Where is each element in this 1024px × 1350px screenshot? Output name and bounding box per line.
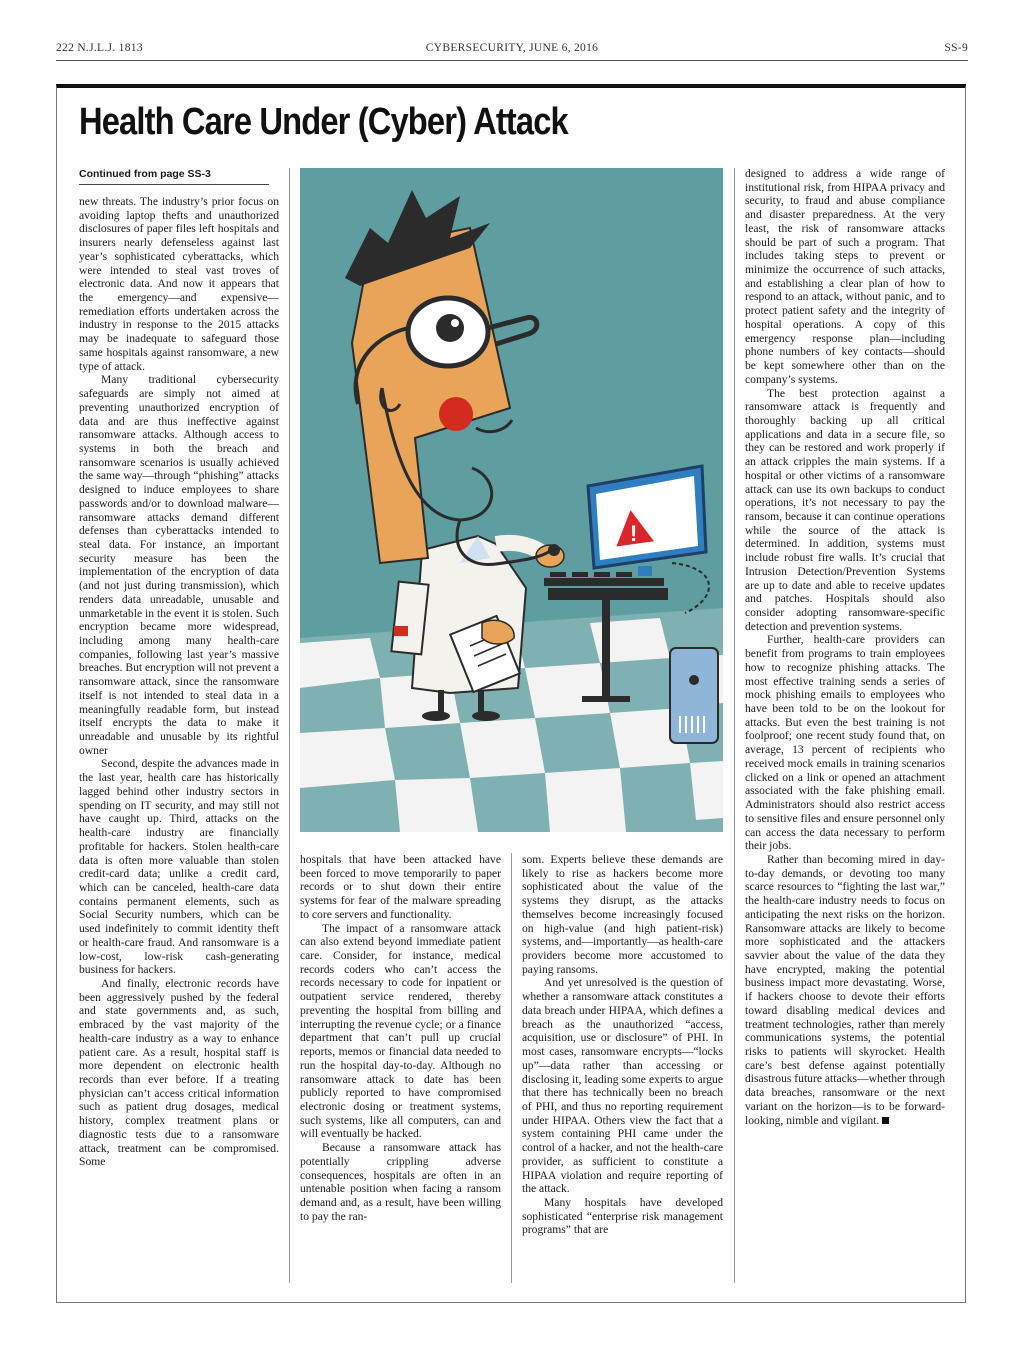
- article-paragraph: som. Experts believe these demands are likely to rise as hackers become more sophisticated about the value of the systems they disrupt, as the attacks themselves become increasingly focused on high-value (and high patient-risk) systems, and—importantly—as health-care providers become more accustomed to paying ransoms.: [522, 853, 723, 976]
- column-rule: [289, 168, 290, 1283]
- continued-line: Continued from page SS-3: [79, 168, 211, 180]
- header-rule: [56, 60, 968, 61]
- article-paragraph: new threats. The industry’s prior focus on avoiding laptop thefts and unauthorized disclosures of paper files left hospitals and insurers nearly defenseless against last year’s sophisticated cyberattacks, which were intended to steal vast troves of electronic data. And now it appears that the emergency—and expensive—remediation efforts undertaken across the industry in response to the 2015 attacks may be inadequate to safeguard those same hospitals against ransomware, a new type of attack.: [79, 195, 279, 373]
- article-paragraph: The impact of a ransomware attack can also extend beyond immediate patient care. Consider, for instance, medical records coders who can’t access the records necessary to code for inpatient or outpatient service rendered, thereby preventing the hospital from billing and interrupting the revenue cycle; or a finance department that can’t pull up crucial reports, memos or financial data needed to run the hospital day-to-day. Although no ransomware attack to date has been publicly reported to have compromised electronic dosing or treatment systems, such systems, like all computers, can and will eventually be hacked.: [300, 921, 501, 1141]
- end-mark-icon: [882, 1117, 889, 1124]
- article-paragraph: Further, health-care providers can benefit from programs to train employees how to recognize phishing attacks. The most effective training sends a series of mock phishing emails to employees who have been told to be on the lookout for attacks. But even the best training is not foolproof; one recent study found that, on average, 13 percent of recipients who received mock emails in training scenarios clicked on a link or opened an attachment associated with the fake phishing email. Administrators should also restrict access to sensitive files and ensure personnel only can access the data necessary to perform their jobs.: [745, 633, 945, 853]
- article-column-3: [522, 853, 723, 1237]
- final-paragraph-text: Rather than becoming mired in day-to-day demands, or devoting too many scarce resources to “fighting the last war,” the health-care industry needs to focus on anticipating the next risks on the horizon. Ransomware attacks are likely to become more sophisticated and the attackers savvier about the value of the data they have encrypted, making the potential business impact more devastating. Worse, if hackers choose to devote their efforts toward disabling medical devices and treatment technologies, rather than merely communications systems, the potential risks to patients will skyrocket. Health care’s best defense against potentially disastrous future attacks—whether through data breaches, ransomware or the next variant on the horizon—is to be forward-looking, nimble and vigilant.: [745, 852, 945, 1127]
- article-paragraph: And finally, electronic records have been aggressively pushed by the federal and state governments and, as such, embraced by the vast majority of the health-care industry as a way to enhance patient care. As a result, hospital staff is more dependent on electronic health records than ever before. If a treating physician can’t access critical information such as patient drug dosages, medical history, complex treatment plans or diagnostic tests due to a ransomware attack, treatment can be compromised. Some: [79, 976, 279, 1169]
- article-paragraph-final: [745, 853, 945, 1127]
- article-column-1: [79, 195, 279, 1169]
- section-date: CYBERSECURITY, JUNE 6, 2016: [425, 42, 599, 54]
- article-paragraph: The best protection against a ransomware attack is frequently and thoroughly backing up all critical applications and data in a secure file, so they can be restored and work properly if an attack cripples the main systems. If a hospital or other victims of a ransomware attack can use its own backups to conduct operations, it’s not necessary to pay the ransom, because it can continue operations while the source of the attack is determined. In addition, systems must include robust fire walls. It’s crucial that Intrusion Detection/Prevention Systems are up to date and able to receive updates and patches. Hospitals should also consider adopting ransomware-specific detection and prevention systems.: [745, 386, 945, 633]
- article-column-4: [745, 167, 945, 1127]
- article-paragraph: designed to address a wide range of institutional risk, from HIPAA privacy and security, to fraud and abuse compliance and disaster preparedness. At the very least, the risk of ransomware attacks should be part of such a program. That includes taking steps to prevent or minimize the occurrence of such attacks, and establishing a clear plan of how to respond to an attack, without panic, and to protect patient safety and the integrity of hospital operations. A copy of this emergency response plan—including phone numbers of key contacts—should be kept somewhere other than on the company’s systems.: [745, 167, 945, 386]
- continued-rule: [79, 184, 269, 185]
- article-paragraph: Second, despite the advances made in the last year, health care has historically lagged behind other industry sectors in spending on IT security, and may still not have caught up. Third, attacks on the health-care industry are financially profitable for hackers. Stolen health-care data is often more valuable than stolen credit-card data; unlike a credit card, which can be canceled, health-care data contains permanent elements, such as Social Security numbers, which can be used indefinitely to commit identity theft or health-care fraud. And ransomware is a low-cost, low-risk cash-generating business for hackers.: [79, 757, 279, 977]
- column-rule: [511, 853, 512, 1283]
- article-paragraph: Because a ransomware attack has potentially crippling adverse consequences, hospitals are often in an untenable position when facing a ransom demand and, as a result, have been willing to pay the ran-: [300, 1141, 501, 1223]
- computer-tower-icon: [670, 648, 718, 743]
- column-rule: [734, 168, 735, 1283]
- running-head: [56, 42, 968, 58]
- citation: 222 N.J.L.J. 1813: [56, 42, 143, 54]
- article-paragraph: Many hospitals have developed sophisticated “enterprise risk management programs” that are: [522, 1195, 723, 1237]
- article-paragraph: hospitals that have been attacked have been forced to move temporarily to paper records or to shut down their entire systems for fear of the malware spreading to core servers and functionality.: [300, 853, 501, 921]
- doctor-illustration: [300, 168, 723, 832]
- article-paragraph: Many traditional cybersecurity safeguards are simply not aimed at preventing unauthorized encryption of data and are thus ineffective against ransomware attacks. Although access to systems in both the breach and ransomware scenarios is usually achieved the same way—through “phishing” attacks designed to induce employees to share passwords and/or to download malware—ransomware attacks demand different defenses than cyberattacks intended to steal data. For instance, an important security measure has been the implementation of the encryption of data (and not just during transmission), which renders data unreadable, unusable and unmarketable in the event it is stolen. Such encryption became more widespread, including among many health-care companies, following last year’s massive breaches. But encryption will not prevent a ransomware attack, since the ransomware itself is not intended to steal data in a meaningfully readable form, but instead itself encrypts the data to make it unreadable and unusable by its rightful owner: [79, 373, 279, 757]
- page-number: SS-9: [944, 42, 968, 54]
- article-column-2: [300, 853, 501, 1223]
- svg-text:!: !: [630, 521, 638, 546]
- article-paragraph: And yet unresolved is the question of whether a ransomware attack constitutes a data breach under HIPAA, which defines a breach as the unauthorized “access, acquisition, use or disclosure” of PHI. In most cases, ransomware encrypts—“locks up”—data rather than accessing or disclosing it, leading some experts to argue that there has technically been no breach of PHI, and thus no reporting requirement under HIPAA. Others view the fact that a system containing PHI came under the control of a hacker, and not the health-care provider, as sufficient to constitute a HIPAA violation and require reporting of the attack.: [522, 976, 723, 1196]
- headline: Health Care Under (Cyber) Attack: [79, 101, 568, 143]
